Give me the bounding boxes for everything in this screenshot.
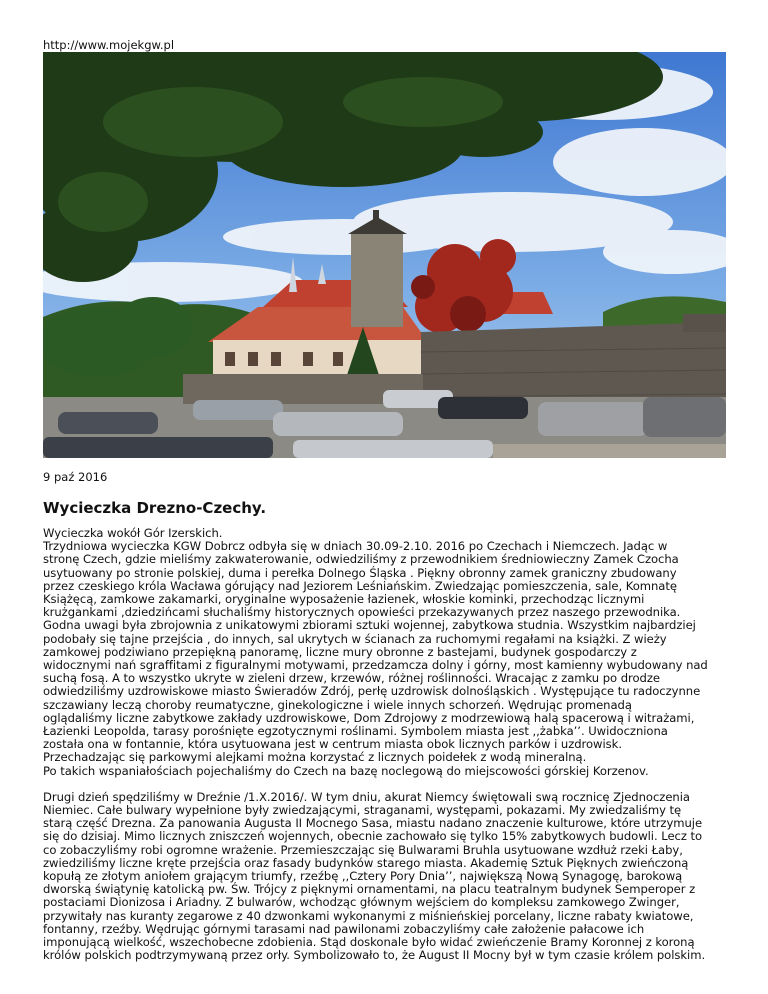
text-line: Niemiec. Całe bulwary wypełnione były zwiedzającymi, straganami, występami, pokazami. My zwiedzaliśmy tę <box>43 803 682 818</box>
source-url[interactable]: http://www.mojekgw.pl <box>43 38 175 52</box>
text-line: fontanny, rzeźby. Wędrując górnymi tarasami nad pawilonami zobaczyliśmy całe założenie pałacowe ich <box>43 921 645 936</box>
text-line: Po takich wspaniałościach pojechaliśmy do Czech na bazę noclegową do miejscowości górskiej Korzenov. <box>43 763 649 778</box>
text-line: usytuowany po stronie polskiej, duma i perełka Dolnego Śląska . Piękny obronny zamek graniczny zbudowany <box>43 565 677 580</box>
text-line: podobały się tajne przejścia , do innych, sal ukrytych w ścianach za ruchomymi regałami na książki. Z wieży <box>43 631 667 646</box>
text-line: zamkowej podziwiano przepiękną panoramę, liczne mury obronne z bastejami, budynek gospodarczy z <box>43 644 637 659</box>
text-line: szczawiany leczą choroby reumatyczne, ginekologiczne i wiele innych schorzeń. Wędrując promenadą <box>43 697 632 712</box>
text-line: Łazienki Leopolda, tarasy porośnięte egzotycznymi roślinami. Symbolem miasta jest ,,żabka’’. Uwidoczniona <box>43 724 668 739</box>
text-line: się do dzisiaj. Mimo licznych zniszczeń wojennych, obecnie zachowało się tylko 15% zabytkowych budowli. Lecz to <box>43 829 703 844</box>
text-line: Książęcą, zamkowe zakamarki, oryginalne wyposażenie łazienek, włoskie kominki, przechodząc licznymi <box>43 592 645 607</box>
text-line: suchą fosą. A to wszystko ukryte w zieleni drzew, krzewów, różnej roślinności. Wracając z zamku po drodze <box>43 671 660 686</box>
text-line: została ona w fontannie, która usytuowana jest w centrum miasta obok licznych parków i uzdrowisk. <box>43 737 622 752</box>
text-line: imponującą wielkość, wszechobecne zdobienia. Stąd doskonale było widać zwieńczenie Bramy Koronnej z koroną <box>43 935 695 950</box>
text-line: kopułą ze złotym aniołem grającym triumfy, rzeźbę ,,Cztery Pory Dnia’’, największą Nową Synagogę, barokową <box>43 869 683 884</box>
text-line: przywitały nas kuranty zegarowe z 40 dzwonkami wykonanymi z miśnieńskiej porcelany, liczne rabaty kwiatowe, <box>43 908 694 923</box>
text-line: postaciami Dionizosa i Ariadny. Z bulwarów, wchodząc głównym wejściem do kompleksu zamkowego Zwinger, <box>43 895 680 910</box>
text-line: starą część Drezna. Za panowania Augusta II Mocnego Sasa, miastu nadano znaczenie kulturowe, które utrzymuje <box>43 816 703 831</box>
text-line: Godna uwagi była zbrojownia z unikatowymi zbiorami sztuki wojennej, zabytkowa studnia. Wszystkim najbardziej <box>43 618 696 633</box>
post-body <box>43 527 733 976</box>
paragraph-castle-trip <box>43 527 733 778</box>
post-title[interactable]: Wycieczka Drezno-Czechy. <box>43 499 267 517</box>
paragraph-dresden-day <box>43 791 733 963</box>
text-line: oglądaliśmy liczne zabytkowe zakłady uzdrowiskowe, Dom Zdrojowy z modrzewiową halą spacerową i witrażami, <box>43 710 695 725</box>
text-line: królów polskich podtrzymywaną przez orły. Symbolizowało to, że August II Mocny był w tym czasie królem polskim. <box>43 948 706 963</box>
text-line: dworską świątynię katolicką pw. Św. Trójcy z pięknymi ornamentami, na placu teatralnym budynek Semperoper z <box>43 882 696 897</box>
text-line: Przechadzając się parkowymi alejkami można korzystać z licznych poidełek z wodą mineralną. <box>43 750 587 765</box>
castle-photo <box>43 52 726 458</box>
text-line: krużgankami ,dziedzińcami słuchaliśmy historycznych opowieści przekazywanych przez naszego przewodnika. <box>43 605 681 620</box>
text-line: co zobaczyliśmy robi ogromne wrażenie. Przemieszczając się Bulwarami Bruhla usytuowane wzdłuż rzeki Łaby, <box>43 842 683 857</box>
post-date: 9 paź 2016 <box>43 470 108 484</box>
text-line: odwiedziliśmy uzdrowiskowe miasto Świeradów Zdrój, perłę uzdrowisk dolnośląskich . Występujące tu radoczynne <box>43 684 701 699</box>
text-line: Drugi dzień spędziliśmy w Dreźnie /1.X.2016/. W tym dniu, akurat Niemcy świętowali swą rocznicę Zjednoczenia <box>43 789 690 804</box>
text-line: zwiedziliśmy liczne kręte przejścia oraz fasady budynków starego miasta. Akademię Sztuk Pięknych zwieńczoną <box>43 855 689 870</box>
text-line: Wycieczka wokół Gór Izerskich. <box>43 526 223 540</box>
text-line: stronę Czech, gdzie mieliśmy zakwaterowanie, odwiedziliśmy z przewodnikiem średniowieczny Zamek Czocha <box>43 552 679 567</box>
castle-photo-illustration <box>43 52 726 458</box>
text-line: przez czeskiego króla Wacława górujący nad Jeziorem Leśniańskim. Zwiedzając pomieszczenia, sale, Komnatę <box>43 578 677 593</box>
text-line: widocznymi nań sgraffitami z figuralnymi motywami, przedzamcza dolny i górny, most kamienny wybudowany nad <box>43 658 708 673</box>
text-line: Trzydniowa wycieczka KGW Dobrcz odbyła się w dniach 30.09-2.10. 2016 po Czechach i Niemczech. Jadąc w <box>43 539 668 554</box>
